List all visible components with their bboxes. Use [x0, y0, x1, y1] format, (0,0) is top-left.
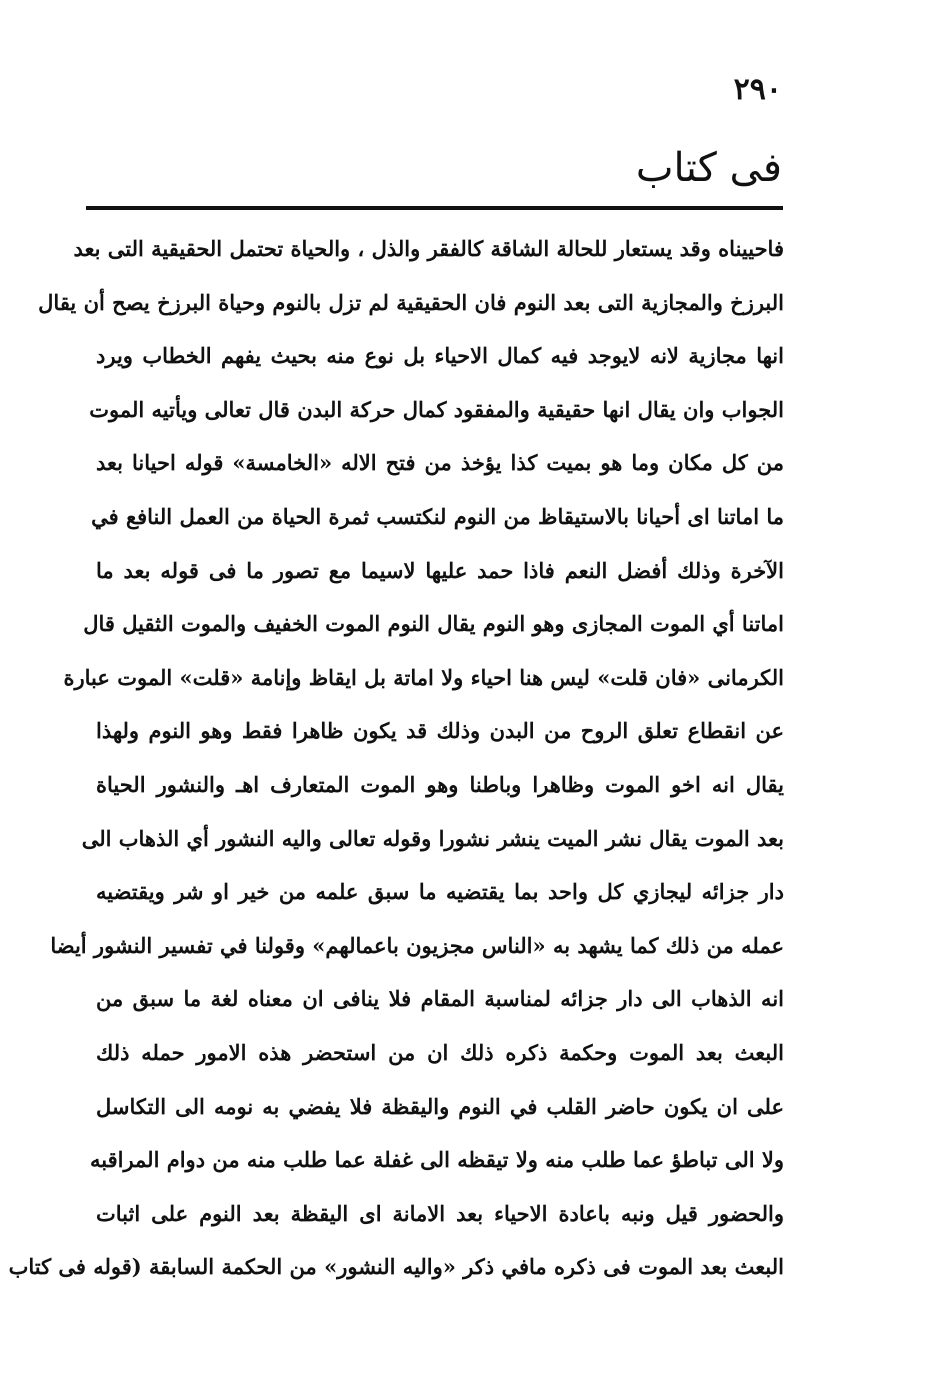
text-line: الجواب وان يقال انها حقيقية والمفقود كمال حركة البدن قال تعالى ويأتيه الموت — [89, 396, 784, 422]
text-line: ولا الى تباطؤ عما طلب منه ولا تيقظه الى غفلة عما طلب منه من دوام المراقبه — [89, 1147, 784, 1173]
text-line: انه الذهاب الى دار جزائه لمناسبة المقام فلا ينافى ان معناه لغة ما سبق من — [96, 986, 784, 1012]
header-rule — [86, 206, 783, 210]
text-line: اماتنا أي الموت المجازى وهو النوم يقال النوم الموت الخفيف والموت الثقيل قال — [83, 611, 784, 637]
text-line: فاحييناه وقد يستعار للحالة الشاقة كالفقر والذل ، والحياة تحتمل الحقيقية التى بعد — [73, 236, 784, 261]
text-line: من كل مكان وما هو بميت كذا يؤخذ من فتح الاله «الخامسة» قوله احيانا بعد — [96, 450, 784, 476]
running-head: فى كتاب — [635, 145, 782, 191]
text-line: والحضور قيل ونبه باعادة الاحياء بعد الامانة اى اليقظة بعد النوم على اثبات — [96, 1200, 784, 1226]
body-text — [8, 222, 784, 1294]
text-line: بعد الموت يقال نشر الميت ينشر نشورا وقوله تعالى واليه النشور أي الذهاب الى — [81, 825, 784, 851]
text-line: دار جزائه ليجازي كل واحد بما يقتضيه ما سبق علمه من خير او شر ويقتضيه — [96, 879, 784, 905]
text-line: ما اماتنا اى أحيانا بالاستيقاظ من النوم لنكتسب ثمرة الحياة من العمل النافع في — [91, 503, 784, 529]
text-line: البرزخ والمجازية التى بعد النوم فان الحقيقية لم تزل بالنوم وحياة البرزخ يصح أن يقال — [38, 289, 784, 315]
text-line: البعث بعد الموت فى ذكره مافي ذكر «واليه النشور» من الحكمة السابقة (قوله فى كتاب — [8, 1254, 784, 1280]
text-line: انها مجازية لانه لايوجد فيه كمال الاحياء بل نوع منه بحيث يفهم الخطاب ويرد — [96, 343, 784, 369]
text-line: الكرمانى «فان قلت» ليس هنا احياء ولا اماتة بل ايقاظ وإنامة «قلت» الموت عبارة — [63, 664, 784, 690]
text-line: الآخرة وذلك أفضل النعم فاذا حمد عليها لاسيما مع تصور ما فى قوله بعد ما — [96, 557, 784, 583]
text-line: عمله من ذلك كما يشهد به «الناس مجزيون باعمالهم» وقولنا في تفسير النشور أيضا — [50, 932, 784, 958]
page-number: ٢٩٠ — [733, 72, 782, 107]
text-line: على ان يكون حاضر القلب في النوم واليقظة فلا يفضي به نومه الى التكاسل — [96, 1093, 784, 1119]
text-line: عن انقطاع تعلق الروح من البدن وذلك قد يكون ظاهرا فقط وهو النوم ولهذا — [96, 718, 784, 744]
text-line: يقال انه اخو الموت وظاهرا وباطنا وهو الموت المتعارف اهـ والنشور الحياة — [96, 771, 784, 797]
text-line: البعث بعد الموت وحكمة ذكره ذلك ان من استحضر هذه الامور حمله ذلك — [96, 1039, 784, 1065]
